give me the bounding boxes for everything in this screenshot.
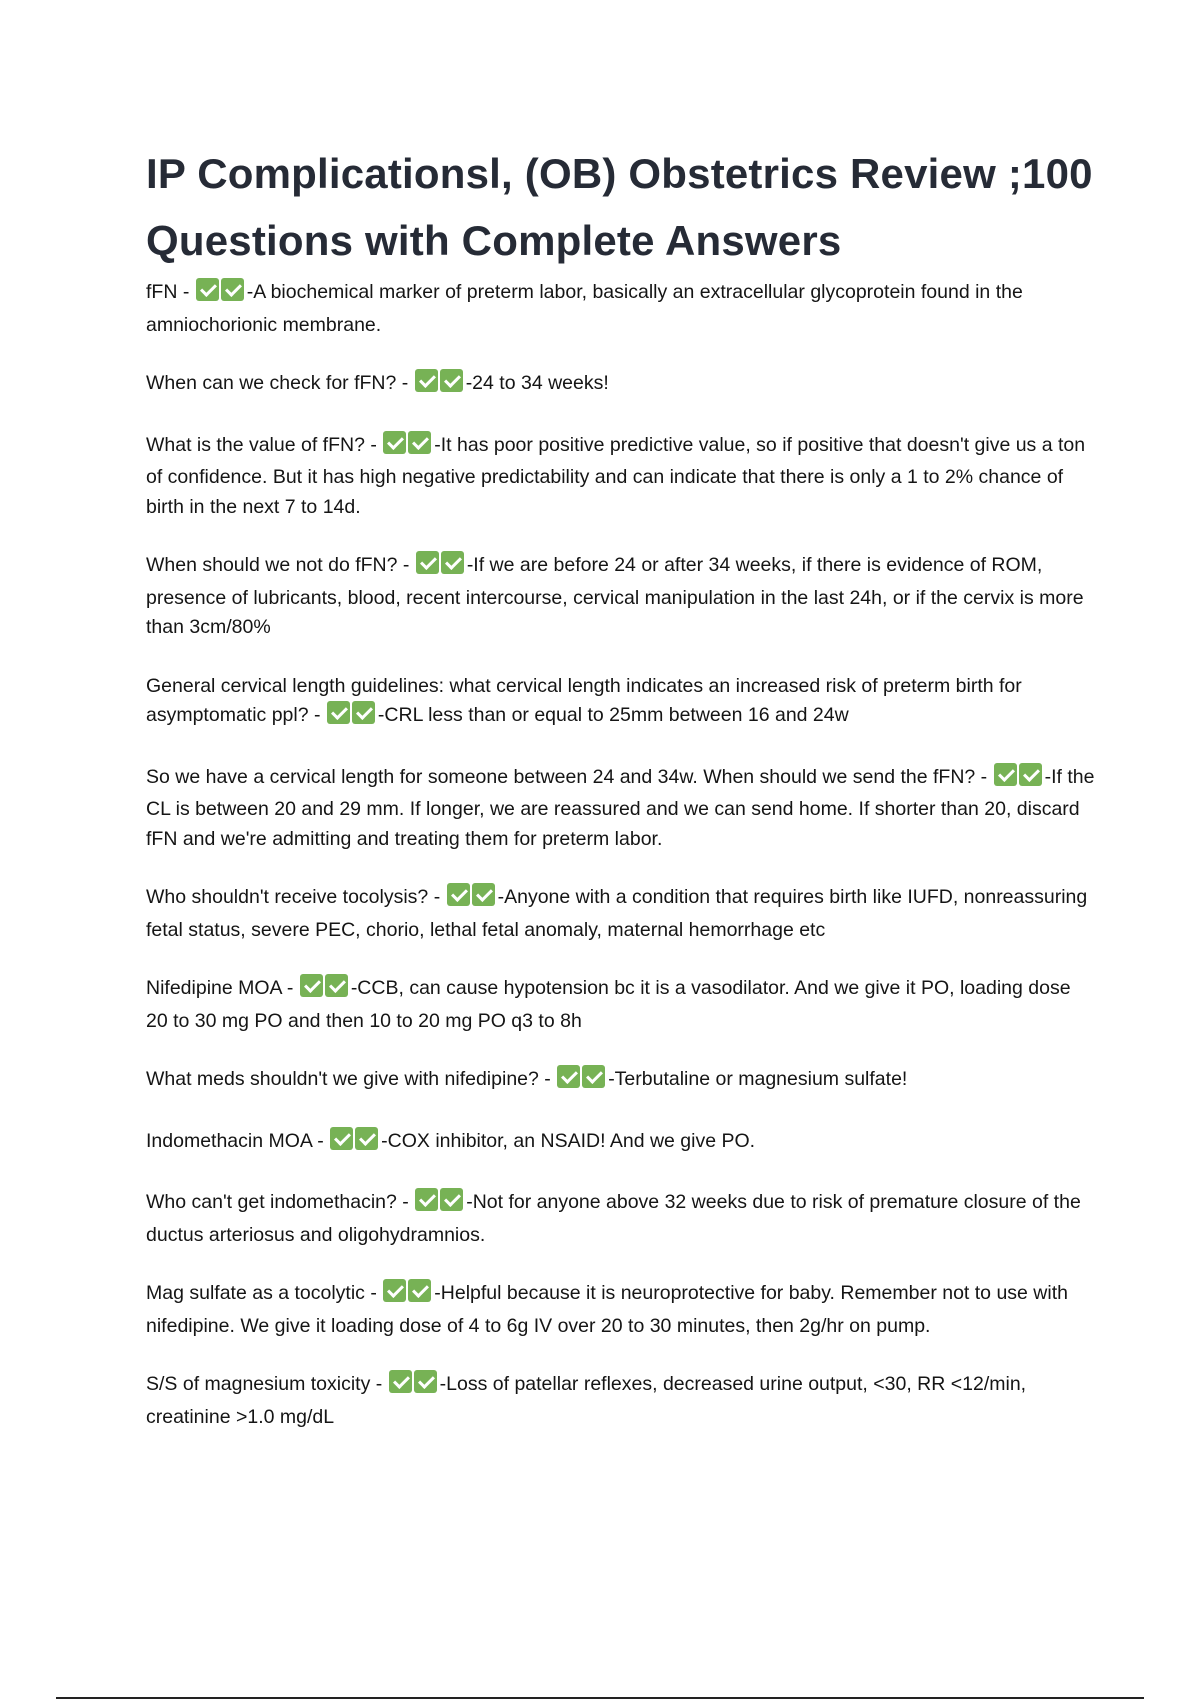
question-text: Who can't get indomethacin? - — [146, 1191, 415, 1213]
qa-list — [146, 278, 1096, 1432]
question-text: fFN - — [146, 281, 195, 303]
answer-text: -24 to 34 weeks! — [465, 372, 609, 394]
qa-entry — [146, 1370, 1096, 1432]
check-mark-button-icon — [557, 1065, 607, 1098]
qa-entry — [146, 1188, 1096, 1250]
answer-text: -COX inhibitor, an NSAID! And we give PO. — [381, 1129, 756, 1152]
question-text: So we have a cervical length for someone between 24 and 34w. When should we send the fFN? - — [146, 765, 993, 788]
question-text: When can we check for fFN? - — [146, 372, 414, 394]
qa-entry — [146, 672, 1096, 734]
check-mark-button-icon — [389, 1370, 439, 1403]
check-mark-button-icon — [415, 1188, 465, 1221]
answer-text: -CRL less than or equal to 25mm between 16 and 24w — [377, 704, 849, 726]
check-mark-button-icon — [383, 431, 433, 464]
check-mark-button-icon — [300, 974, 350, 1007]
qa-entry — [146, 551, 1096, 643]
check-mark-button-icon — [330, 1127, 380, 1160]
document-page — [146, 140, 1096, 1461]
question-text: What is the value of fFN? - — [146, 433, 383, 456]
check-mark-button-icon — [416, 551, 466, 584]
qa-entry — [146, 1127, 1096, 1160]
check-mark-button-icon — [447, 883, 497, 916]
check-mark-button-icon — [327, 701, 377, 734]
answer-text: -Terbutaline or magnesium sulfate! — [608, 1068, 908, 1090]
answer-text: -A biochemical marker of preterm labor, basically an extracellular glycoprotein found in the amniochorionic membrane. — [146, 281, 1023, 336]
answer-text: -It has poor positive predictive value, so if positive that doesn't give us a ton of confidence. But it has high negative predictability and can indicate that there is only a 1 to 2% chance of birth in the next 7 to 14d. — [146, 433, 1086, 518]
question-text: General cervical length guidelines: what cervical length indicates an increased risk of preterm birth for asymptomatic ppl? - — [146, 674, 1022, 726]
question-text: Nifedipine MOA - — [146, 977, 299, 999]
answer-text: -Loss of patellar reflexes, decreased urine output, <30, RR <12/min, creatinine >1.0 mg/dL — [146, 1373, 1027, 1428]
question-text: Indomethacin MOA - — [146, 1129, 330, 1152]
qa-entry — [146, 1065, 1096, 1098]
answer-text: -CCB, can cause hypotension bc it is a vasodilator. And we give it PO, loading dose 20 to 30 mg PO and then 10 to 20 mg PO q3 to 8h — [146, 977, 1071, 1032]
check-mark-button-icon — [415, 369, 465, 402]
question-text: Mag sulfate as a tocolytic - — [146, 1282, 383, 1304]
document-title: IP Complicationsl, (OB) Obstetrics Review ;100 Questions with Complete Answers — [146, 150, 1093, 264]
qa-entry — [146, 1279, 1096, 1341]
check-mark-button-icon — [994, 763, 1044, 796]
question-text: When should we not do fFN? - — [146, 554, 415, 576]
answer-text: -If the CL is between 20 and 29 mm. If longer, we are reassured and we can send home. If shorter than 20, discard fFN and we're admitting and treating them for preterm labor. — [146, 765, 1095, 850]
page-bottom-rule — [56, 1697, 1144, 1699]
qa-entry — [146, 763, 1096, 855]
question-text: What meds shouldn't we give with nifedipine? - — [146, 1068, 557, 1090]
qa-entry — [146, 431, 1096, 523]
answer-text: -Anyone with a condition that requires birth like IUFD, nonreassuring fetal status, severe PEC, chorio, lethal fetal anomaly, maternal hemorrhage etc — [146, 886, 1088, 941]
answer-text: -Not for anyone above 32 weeks due to risk of premature closure of the ductus arteriosus and oligohydramnios. — [146, 1191, 1081, 1246]
question-text: Who shouldn't receive tocolysis? - — [146, 886, 446, 908]
question-text: S/S of magnesium toxicity - — [146, 1373, 388, 1395]
check-mark-button-icon — [383, 1279, 433, 1312]
answer-text: -If we are before 24 or after 34 weeks, if there is evidence of ROM, presence of lubricants, blood, recent intercourse, cervical manipulation in the last 24h, or if the cervix is more than 3cm/80% — [146, 554, 1084, 638]
qa-entry — [146, 974, 1096, 1036]
answer-text: -Helpful because it is neuroprotective for baby. Remember not to use with nifedipine. We give it loading dose of 4 to 6g IV over 20 to 30 minutes, then 2g/hr on pump. — [146, 1282, 1068, 1337]
check-mark-button-icon — [196, 278, 246, 311]
qa-entry — [146, 369, 1096, 402]
qa-entry — [146, 278, 1096, 340]
qa-entry — [146, 883, 1096, 945]
